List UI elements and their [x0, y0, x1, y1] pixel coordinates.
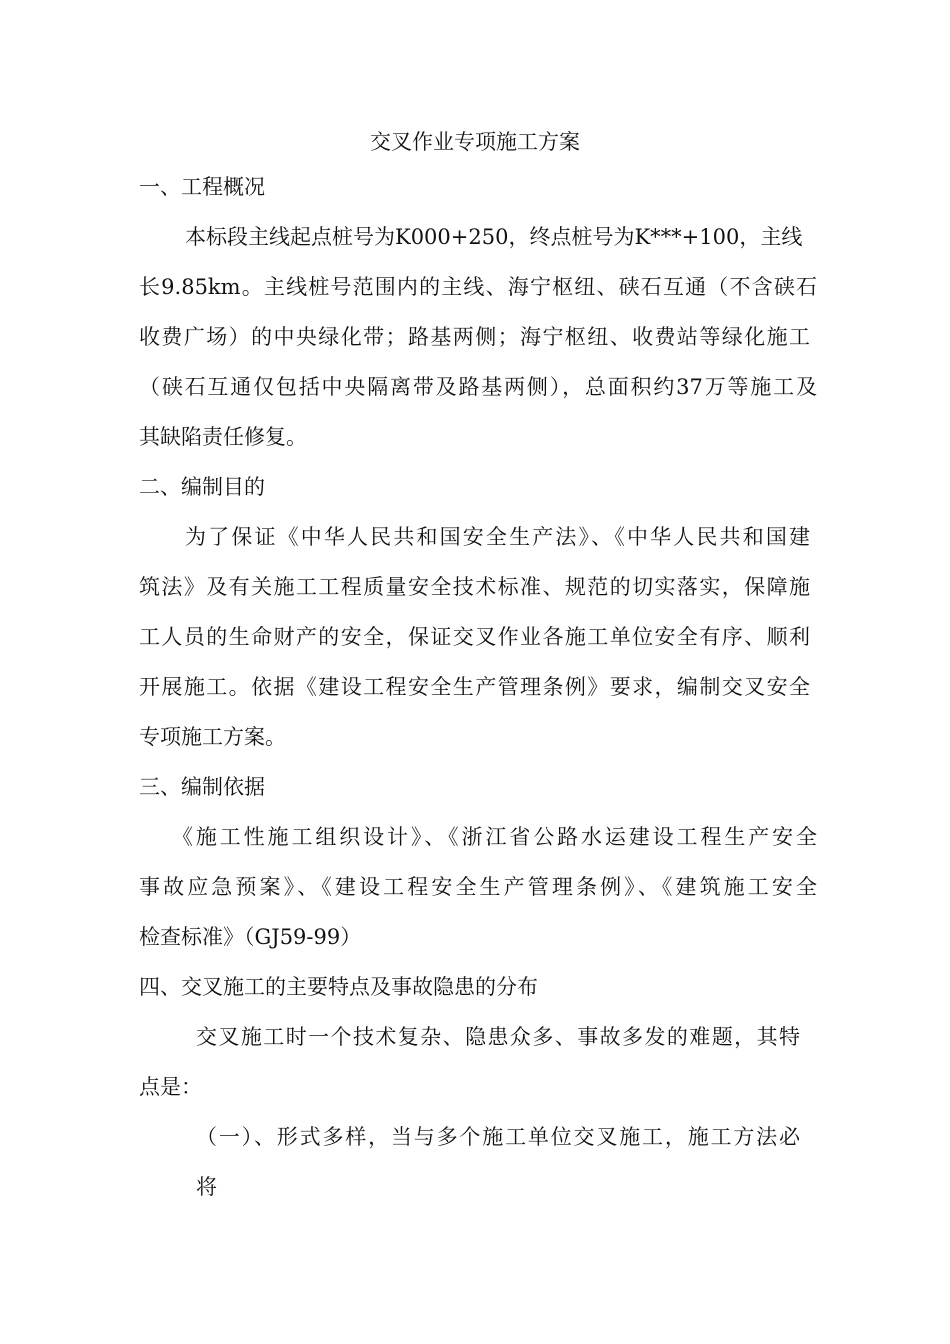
paragraph-line: 专项施工方案。 — [139, 725, 286, 749]
paragraph-line: 其缺陷责任修复。 — [139, 425, 307, 449]
paragraph-line: 筑法》及有关施工工程质量安全技术标准、规范的切实落实，保障施 — [139, 575, 810, 599]
section-heading: 四、交叉施工的主要特点及事故隐患的分布 — [139, 975, 538, 999]
paragraph-line: （硖石互通仅包括中央隔离带及路基两侧），总面积约37万等施工及 — [139, 375, 817, 399]
document-title: 交叉作业专项施工方案 — [370, 130, 580, 154]
paragraph-line: 点是： — [139, 1075, 202, 1099]
section-heading: 三、编制依据 — [139, 775, 265, 799]
paragraph-line: 《施工性施工组织设计》、《浙江省公路水运建设工程生产安全 — [172, 825, 817, 849]
paragraph-line: 工人员的生命财产的安全，保证交叉作业各施工单位安全有序、顺利 — [139, 625, 810, 649]
section-heading: 一、工程概况 — [139, 175, 265, 199]
paragraph-line: 本标段主线起点桩号为K000+250，终点桩号为K***+100，主线 — [185, 225, 803, 249]
paragraph-line: 交叉施工时一个技术复杂、隐患众多、事故多发的难题，其特 — [196, 1025, 800, 1049]
paragraph-line: （一）、形式多样，当与多个施工单位交叉施工，施工方法必 — [196, 1125, 800, 1149]
paragraph-line: 收费广场）的中央绿化带；路基两侧；海宁枢纽、收费站等绿化施工 — [139, 325, 810, 349]
paragraph-line: 事故应急预案》、《建设工程安全生产管理条例》、《建筑施工安全 — [139, 875, 817, 899]
paragraph-line: 检查标准》（GJ59-99） — [139, 925, 362, 949]
paragraph-line: 长9.85km。主线桩号范围内的主线、海宁枢纽、硖石互通（不含硖石 — [139, 275, 817, 299]
section-heading: 二、编制目的 — [139, 475, 265, 499]
paragraph-line: 将 — [196, 1175, 217, 1199]
paragraph-line: 开展施工。依据《建设工程安全生产管理条例》要求，编制交叉安全 — [139, 675, 810, 699]
paragraph-line: 为了保证《中华人民共和国安全生产法》、《中华人民共和国建 — [185, 525, 810, 549]
